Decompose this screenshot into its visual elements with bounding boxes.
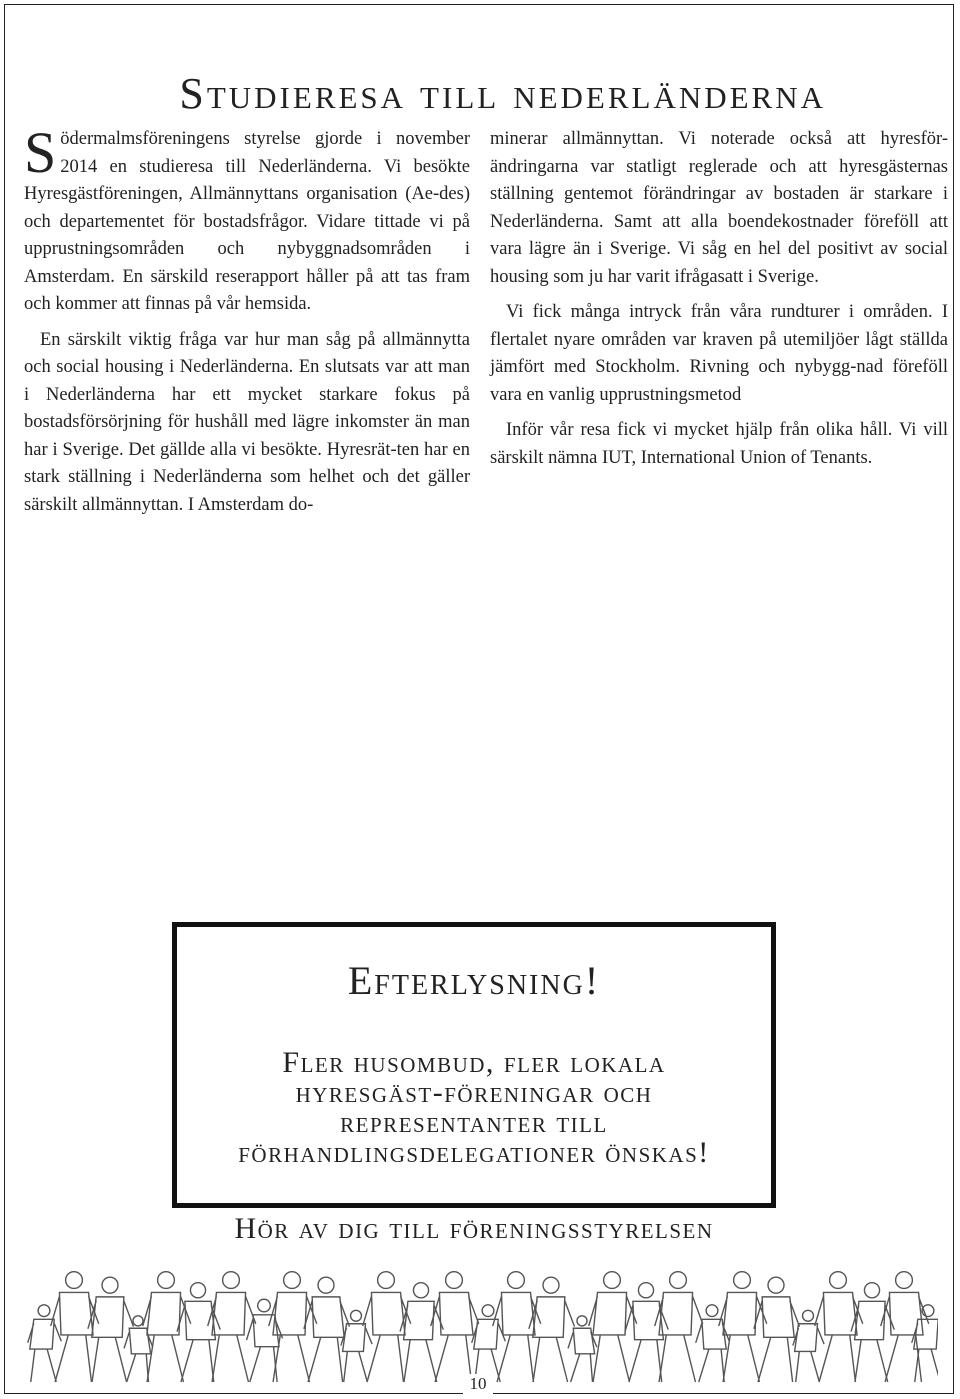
notice-body: Fler husombud, fler lokala hyresgäst-föreningar och representanter till förhandlingsdelegationer önskas! [238, 1046, 710, 1169]
article-title: Studieresa till nederländerna [179, 69, 826, 118]
walking-person [568, 1316, 597, 1382]
walking-person [304, 1277, 350, 1382]
walking-person [431, 1272, 479, 1382]
walking-person [754, 1277, 800, 1382]
notice-box [172, 922, 776, 1245]
article-column-left [24, 120, 470, 527]
article-paragraph [24, 120, 470, 319]
drop-cap: S [24, 120, 57, 185]
walking-person [589, 1272, 637, 1382]
walking-people-illustration [26, 1262, 938, 1386]
walking-person [719, 1272, 767, 1382]
walking-person [88, 1277, 134, 1382]
people-figures [28, 1272, 938, 1382]
paragraph-text: ödermalmsföreningens styrelse gjorde i november 2014 en studieresa till Nederländerna. Vi besökte Hyresgästföreningen, Allmännyttans organisation (Ae-des) och departementet för bostadsfrågor. Vidare tittade vi på upprustningsområden och nybyggnadsområden i Amsterdam. En särskild reserapport håller på att tas fram och kommer att finnas på vår hemsida. [24, 129, 470, 314]
notice-title: Efterlysning! [347, 958, 601, 1003]
article-paragraph: En särskilt viktig fråga var hur man såg på allmännytta och social housing i Nederländerna. En slutsats var att man i Nederländerna har ett mycket starkare fokus på bostadsförsörjning för hushåll med lägre inkomster än man har i Sverige. Det gällde alla vi besökte. Hyresrät-ten har en stark ställning i Nederländerna som helhet och det gäller särskilt allmännyttan. I Amsterdam do- [24, 329, 470, 515]
walking-person [51, 1272, 99, 1382]
notice-contact: Hör av dig till föreningsstyrelsen [234, 1212, 714, 1245]
article-paragraph: Inför vår resa fick vi mycket hjälp från olika håll. Vi vill särskilt nämna IUT, International Union of Tenants. [490, 420, 948, 468]
walking-person [28, 1305, 62, 1382]
article-column-right [490, 126, 948, 480]
walking-person [208, 1272, 256, 1382]
walking-person [881, 1272, 929, 1382]
walking-person [363, 1272, 411, 1382]
article-paragraph: minerar allmännyttan. Vi noterade också att hyresför-ändringarna var statligt reglerade och att hyresgästernas ställning gentemot förändringar av bostaden är starkare i Nederländerna. Samt att alla boendekostnader föreföll att vara lägre än i Sverige. Vi såg en hel del positivt av social housing som ju har varit ifrågasatt i Sverige. [490, 129, 948, 287]
page-number: 10 [463, 1374, 493, 1394]
walking-person [341, 1310, 372, 1382]
walking-person [400, 1283, 443, 1382]
walking-person [851, 1283, 894, 1382]
walking-person [912, 1305, 938, 1382]
walking-person [529, 1277, 575, 1382]
walking-person [143, 1272, 191, 1382]
article-paragraph: Vi fick många intryck från våra rundturer i områden. I flertalet nyare områden var kraven på utemiljöer lågt ställda jämfört med Stockholm. Rivning och nybygg-nad föreföll vara en vanlig upprustningsmetod [490, 302, 948, 405]
